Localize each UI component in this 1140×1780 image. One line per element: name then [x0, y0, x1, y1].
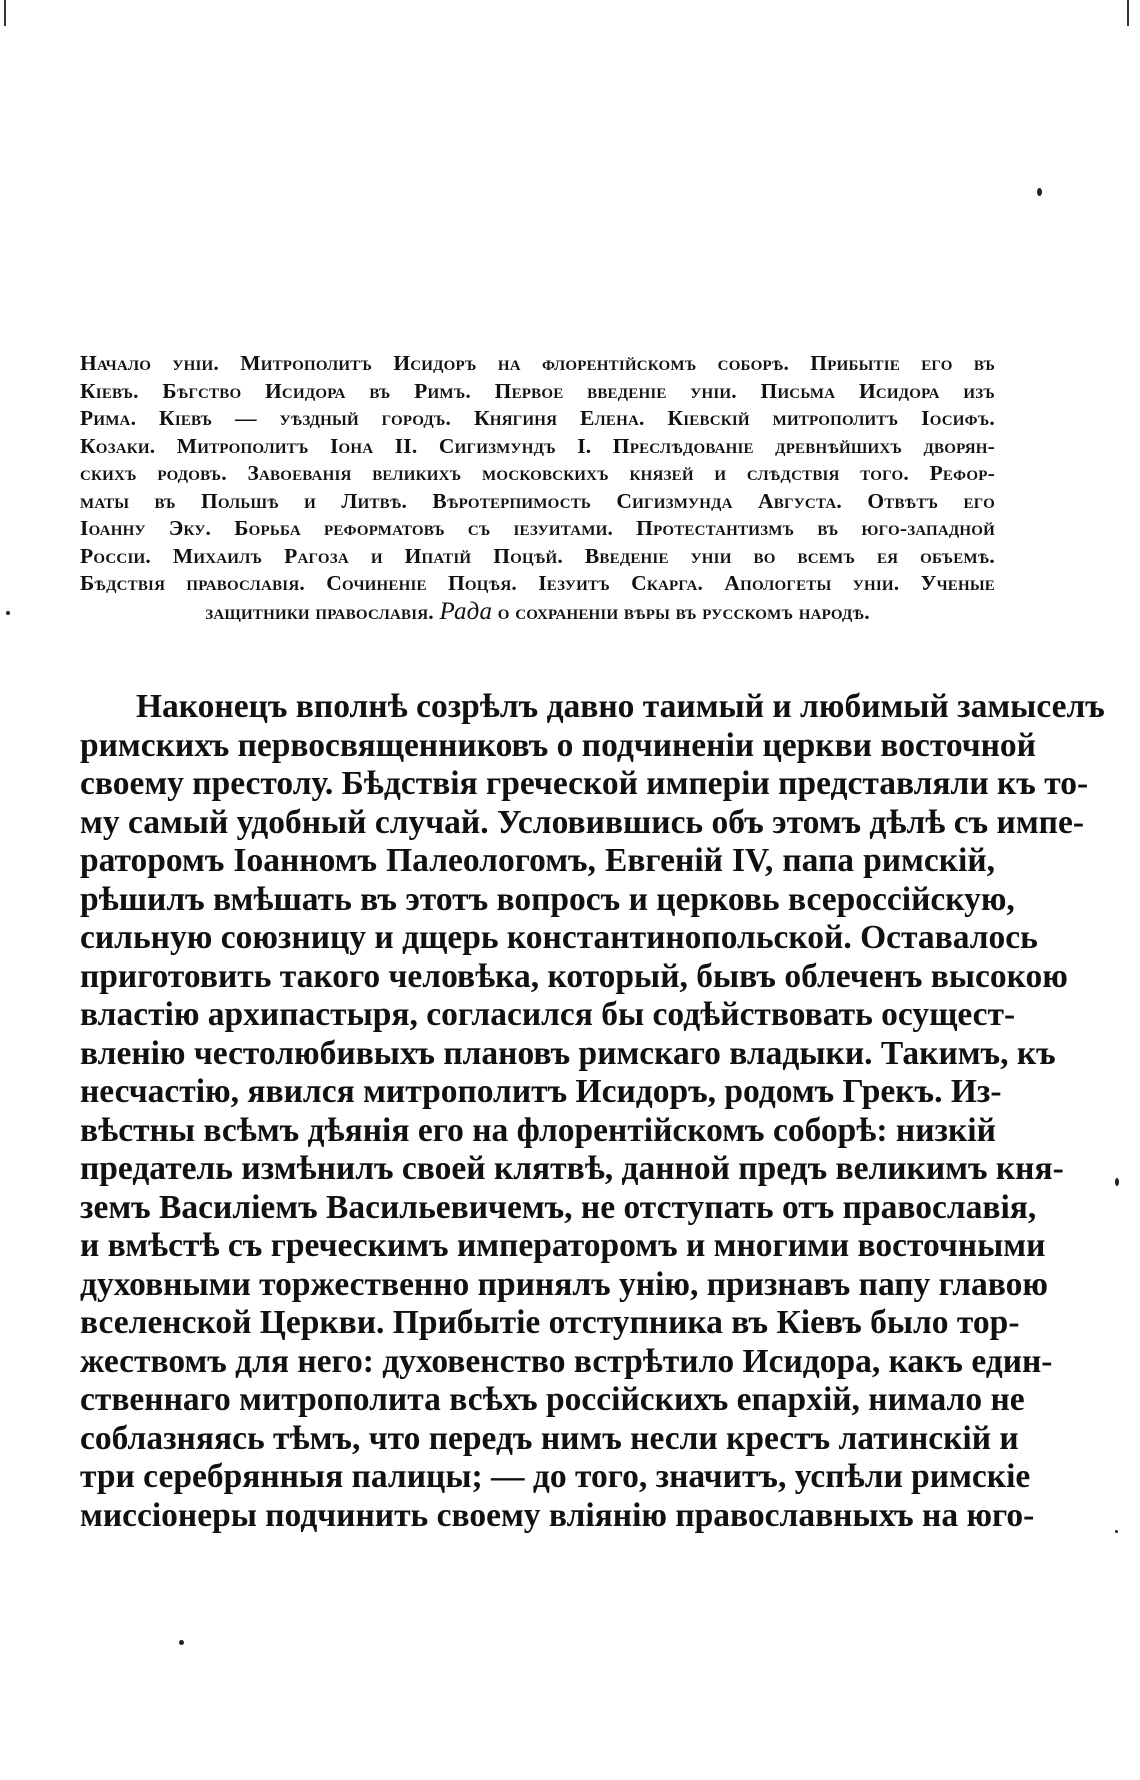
summary-line: Рима. Кіевъ — уѣздный городъ. Княгиня Елена. Кіевскій митрополитъ Іосифъ.: [80, 406, 995, 430]
text-line: соблазняясь тѣмъ, что передъ нимъ несли крестъ латинскій и: [80, 1419, 1019, 1457]
summary-last-line: [80, 598, 995, 627]
text-line: вселенской Церкви. Прибытіе отступника въ Кіевъ было тор-: [80, 1304, 1020, 1341]
text-line: и вмѣстѣ съ греческимъ императоромъ и многими восточными: [80, 1227, 1046, 1264]
text-line: предатель измѣнилъ своей клятвѣ, данной предъ великимъ кня-: [80, 1150, 1064, 1187]
text-line: земъ Василіемъ Васильевичемъ, не отступать отъ православія,: [80, 1188, 1037, 1226]
scan-speck: [1115, 1530, 1118, 1533]
text-line: римскихъ первосвященниковъ о подчиненіи церкви восточной: [80, 726, 1036, 764]
text-line: раторомъ Іоанномъ Палеологомъ, Евгеній IV, папа римскій,: [80, 842, 995, 879]
summary-last-line-start: защитники православія.: [205, 599, 434, 624]
summary-line: Іоанну Эку. Борьба реформатовъ съ іезуитами. Протестантизмъ въ юго-западной: [80, 516, 995, 540]
scan-speck: [6, 611, 10, 615]
text-line: сильную союзницу и дщерь константинопольской. Оставалось: [80, 919, 1038, 956]
scan-speck: [1037, 188, 1042, 196]
text-line: жествомъ для него: духовенство встрѣтило Исидора, какъ един-: [80, 1342, 1053, 1380]
text-line: властію архипастыря, согласился бы содѣйствовать осущест-: [80, 996, 1016, 1033]
text-line: рѣшилъ вмѣшать въ этотъ вопросъ и церковь всероссійскую,: [80, 880, 1015, 918]
summary-line: Козаки. Митрополитъ Іона II. Сигизмундъ I. Преслѣдованіе древнѣйшихъ дворян-: [80, 433, 995, 458]
text-line: несчастію, явился митрополитъ Исидоръ, родомъ Грекъ. Из-: [80, 1073, 1002, 1110]
text-line: вленію честолюбивыхъ плановъ римскаго владыки. Такимъ, къ: [80, 1034, 1056, 1072]
summary-line: Кіевъ. Бѣгство Исидора въ Римъ. Первое введеніе уніи. Письма Исидора изъ: [80, 378, 995, 403]
text-line: духовными торжественно принялъ унію, признавъ папу главою: [80, 1265, 1048, 1303]
text-line: миссіонеры подчинить своему вліянію православныхъ на юго-: [80, 1496, 1035, 1534]
summary-line: Бѣдствія православія. Сочиненіе Поцѣя. Іезуитъ Скарга. Апологеты уніи. Ученые: [80, 571, 995, 595]
scan-edge-mark: [4, 0, 6, 26]
summary-line: скихъ родовъ. Завоеванія великихъ московскихъ князей и слѣдствія того. Рефор-: [80, 461, 995, 485]
text-line: три серебрянныя палицы; — до того, значитъ, успѣли римскіе: [80, 1458, 1031, 1495]
scan-speck: [1115, 1178, 1119, 1186]
scan-edge-mark: [1127, 0, 1129, 26]
text-line: ственнаго митрополита всѣхъ россійскихъ епархій, нимало не: [80, 1381, 1025, 1418]
text-line: приготовить такого человѣка, который, бывъ облеченъ высокою: [80, 957, 1068, 995]
scan-speck: [179, 1640, 184, 1645]
text-line: му самый удобный случай. Условившись объ этомъ дѣлѣ съ импе-: [80, 803, 1084, 841]
main-text: [80, 688, 1105, 1535]
summary-line: Россіи. Михаилъ Рагоза и Ипатій Поцѣй. Введеніе уніи во всемъ ея объемѣ.: [80, 543, 995, 568]
summary-last-line-end: о сохраненіи вѣры въ русскомъ народѣ.: [497, 599, 870, 624]
paragraph-first-line: Наконецъ вполнѣ созрѣлъ давно таимый и любимый замыселъ: [136, 688, 1105, 725]
summary-italic-word: Рада: [439, 597, 493, 625]
summary-line: Начало уніи. Митрополитъ Исидоръ на флорентійскомъ соборѣ. Прибытіе его въ: [80, 351, 995, 375]
chapter-summary: [80, 350, 995, 626]
text-line: своему престолу. Бѣдствія греческой имперіи представляли къ то-: [80, 765, 1089, 802]
text-line: вѣстны всѣмъ дѣянія его на флорентійскомъ соборѣ: низкій: [80, 1111, 996, 1149]
summary-line: маты въ Польшѣ и Литвѣ. Вѣротерпимость Сигизмунда Августа. Отвѣтъ его: [80, 488, 995, 513]
